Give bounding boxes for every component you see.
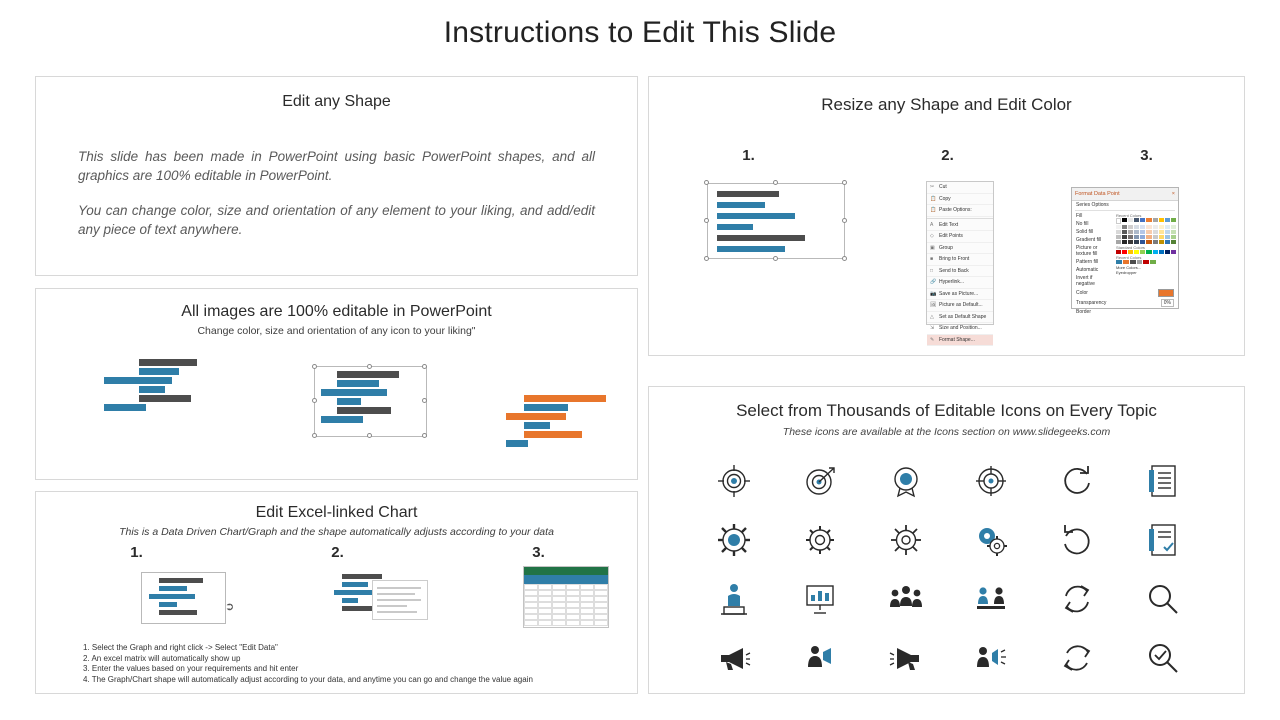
format-pane-border[interactable]: Border — [1076, 309, 1092, 315]
excel-step-1-graphic — [141, 572, 236, 628]
color-swatch-grid-standard[interactable] — [1116, 250, 1176, 254]
color-group-recent-2-label: Recent Colors — [1116, 255, 1142, 260]
points-icon: ◇ — [930, 233, 934, 240]
circular-arrow-icon[interactable] — [1060, 523, 1094, 557]
context-menu-item-format-shape[interactable]: ✎ Format Shape... — [927, 335, 993, 347]
context-menu-item-copy[interactable]: 📋 Copy — [927, 194, 993, 206]
excel-instruction-4: 4. The Graph/Chart shape will automatically adjust according to your data, and anytime you can go and change the value again — [83, 674, 533, 684]
resize-step-number-3: 3. — [1140, 147, 1153, 164]
panel-edit-shape-paragraph-2: You can change color, size and orientation of any element to your liking, and add/edit any piece of text anywhere. — [78, 203, 595, 237]
resize-step-number-2: 2. — [941, 147, 954, 164]
format-pane-transparency-label: Transparency — [1076, 300, 1107, 306]
panel-images-subtitle: Change color, size and orientation of any icon to your liking" — [197, 325, 476, 337]
sync-arrows-icon[interactable] — [1060, 582, 1094, 616]
megaphone-announce-icon[interactable] — [889, 643, 923, 673]
cursor-pointer-icon: ➲ — [225, 601, 235, 613]
send-back-icon: □ — [930, 267, 934, 274]
format-pane-pattern-fill[interactable]: Pattern fill — [1076, 259, 1099, 265]
document-list-icon[interactable] — [1148, 464, 1178, 498]
excel-step-2-graphic — [334, 570, 444, 628]
more-colors-option[interactable]: More Colors... — [1116, 265, 1142, 270]
bring-front-icon: ■ — [930, 256, 934, 263]
search-check-icon[interactable] — [1146, 641, 1180, 675]
target-trophy-icon[interactable] — [889, 464, 923, 498]
group-icon: ▣ — [930, 244, 935, 251]
format-pane-divider — [1075, 210, 1175, 211]
excel-step-number-2: 2. — [331, 544, 344, 561]
color-swatch-grid-recent[interactable] — [1116, 260, 1156, 264]
crosshair-scope-icon[interactable] — [974, 464, 1008, 498]
context-menu-item-set-default-shape[interactable]: △ Set as Default Shape — [927, 312, 993, 324]
format-pane-picture-fill[interactable]: Picture or texture fill — [1076, 245, 1098, 257]
picture-default-icon: 🖼 — [930, 302, 937, 309]
sample-bar-chart-2 — [279, 371, 427, 437]
dual-gears-icon[interactable] — [974, 523, 1008, 557]
panel-excel-linked-chart — [35, 491, 638, 694]
context-menu-item-size-and-position[interactable]: ⇲ Size and Position... — [927, 323, 993, 335]
gear-cog-icon[interactable] — [889, 523, 923, 557]
sample-bar-chart-3 — [506, 395, 616, 455]
panel-images-title: All images are 100% editable in PowerPoint — [181, 303, 492, 320]
context-menu-item-hyperlink[interactable]: 🔗 Hyperlink... — [927, 277, 993, 289]
excel-instruction-2: 2. An excel matrix will automatically show up — [83, 653, 241, 663]
context-menu-item-bring-to-front[interactable]: ■ Bring to Front — [927, 254, 993, 266]
excel-instruction-1: 1. Select the Graph and right click -> Select "Edit Data" — [83, 643, 278, 652]
panel-excel-step-numbers — [36, 544, 639, 561]
panel-resize-title: Resize any Shape and Edit Color — [821, 95, 1072, 114]
context-menu-item-edit-text[interactable]: A Edit Text — [927, 220, 993, 232]
format-pane-no-fill[interactable]: No fill — [1076, 221, 1089, 227]
paste-icon: 📋 — [930, 207, 937, 214]
panel-images-editable — [35, 288, 638, 480]
excel-step-number-3: 3. — [532, 544, 545, 561]
excel-instruction-3: 3. Enter the values based on your requirements and hit enter — [83, 664, 299, 673]
panel-edit-any-shape — [35, 76, 638, 276]
context-menu-item-cut[interactable]: ✂ Cut — [927, 182, 993, 194]
target-crosshair-icon[interactable] — [717, 464, 751, 498]
meeting-people-icon[interactable] — [974, 584, 1008, 614]
color-group-recent-label: Recent Colors — [1116, 213, 1142, 218]
team-group-icon[interactable] — [889, 584, 923, 614]
color-swatch-grid-theme[interactable] — [1116, 218, 1176, 244]
gear-outline-icon[interactable] — [803, 523, 837, 557]
recycle-arrows-icon[interactable] — [1060, 641, 1094, 675]
person-podium-icon[interactable] — [719, 582, 749, 616]
panel-edit-shape-title: Edit any Shape — [282, 93, 391, 110]
context-menu-item-send-to-back[interactable]: □ Send to Back — [927, 266, 993, 278]
format-pane-fill[interactable]: Fill — [1076, 213, 1083, 219]
format-data-point-pane[interactable] — [1071, 187, 1179, 315]
resize-step-number-1: 1. — [742, 147, 755, 164]
panel-excel-title: Edit Excel-linked Chart — [255, 504, 418, 521]
shape-icon: △ — [930, 313, 934, 320]
close-icon[interactable]: × — [1171, 191, 1175, 197]
resize-step-1-graphic — [707, 183, 852, 263]
panel-edit-shape-paragraph-1: This slide has been made in PowerPoint using basic PowerPoint shapes, and all graphics are 100% editable in PowerPoint. — [78, 149, 595, 183]
eyedropper-option[interactable]: Eyedropper — [1116, 270, 1137, 275]
gear-settings-icon[interactable] — [717, 523, 751, 557]
panel-resize-step-numbers — [649, 147, 1246, 164]
excel-step-3-graphic — [523, 566, 613, 632]
format-shape-icon: ✎ — [930, 336, 935, 343]
format-pane-header — [1072, 188, 1178, 201]
refresh-arrow-icon[interactable] — [1060, 464, 1094, 498]
context-menu-item-edit-points[interactable]: ◇ Edit Points — [927, 231, 993, 243]
context-menu-item-group[interactable]: ▣ Group — [927, 243, 993, 255]
checklist-document-icon[interactable] — [1148, 523, 1178, 557]
panel-resize-shape — [648, 76, 1245, 356]
panel-excel-subtitle: This is a Data Driven Chart/Graph and the shape automatically adjusts according to your data — [119, 526, 554, 538]
context-menu-item-save-as-picture[interactable]: 📷 Save as Picture... — [927, 289, 993, 301]
panel-icons-subtitle: These icons are available at the Icons section on www.slidegeeks.com — [782, 426, 1111, 438]
copy-icon: 📋 — [930, 195, 937, 202]
format-pane-title: Format Data Point — [1075, 191, 1120, 197]
color-picker-button[interactable] — [1158, 289, 1174, 297]
transparency-value[interactable]: 0% — [1161, 299, 1174, 307]
format-pane-invert-if-negative[interactable]: Invert if negative — [1076, 275, 1095, 287]
presentation-board-icon[interactable] — [803, 582, 837, 616]
dartboard-arrow-icon[interactable] — [803, 464, 837, 498]
sample-bar-chart-1 — [104, 359, 234, 419]
megaphone-person-icon[interactable] — [974, 643, 1008, 673]
format-pane-solid-fill[interactable]: Solid fill — [1076, 229, 1094, 235]
context-menu-item-paste-options[interactable]: 📋 Paste Options: — [927, 205, 993, 217]
panel-excel-instructions — [83, 643, 533, 685]
page-title: Instructions to Edit This Slide — [443, 16, 837, 49]
text-icon: A — [930, 221, 934, 228]
format-pane-color-label: Color — [1076, 290, 1088, 296]
format-pane-automatic[interactable]: Automatic — [1076, 267, 1099, 273]
icon-grid — [691, 451, 1206, 687]
size-icon: ⇲ — [930, 325, 935, 332]
person-speaker-icon[interactable] — [803, 643, 837, 673]
excel-step-number-1: 1. — [130, 544, 143, 561]
link-icon: 🔗 — [930, 279, 937, 286]
panel-icons-title: Select from Thousands of Editable Icons on Every Topic — [736, 401, 1157, 420]
picture-icon: 📷 — [930, 290, 937, 297]
format-pane-series-options[interactable]: Series Options — [1076, 202, 1109, 208]
scissors-icon: ✂ — [930, 184, 935, 191]
format-pane-gradient-fill[interactable]: Gradient fill — [1076, 237, 1102, 243]
magnifier-search-icon[interactable] — [1146, 582, 1180, 616]
context-menu-separator — [927, 218, 993, 219]
megaphone-left-icon[interactable] — [717, 643, 751, 673]
context-menu-item-picture-as-default[interactable]: 🖼 Picture as Default... — [927, 300, 993, 312]
color-group-standard-label: Standard Colors — [1116, 245, 1145, 250]
panel-editable-icons — [648, 386, 1245, 694]
context-menu-mock[interactable] — [926, 181, 994, 343]
